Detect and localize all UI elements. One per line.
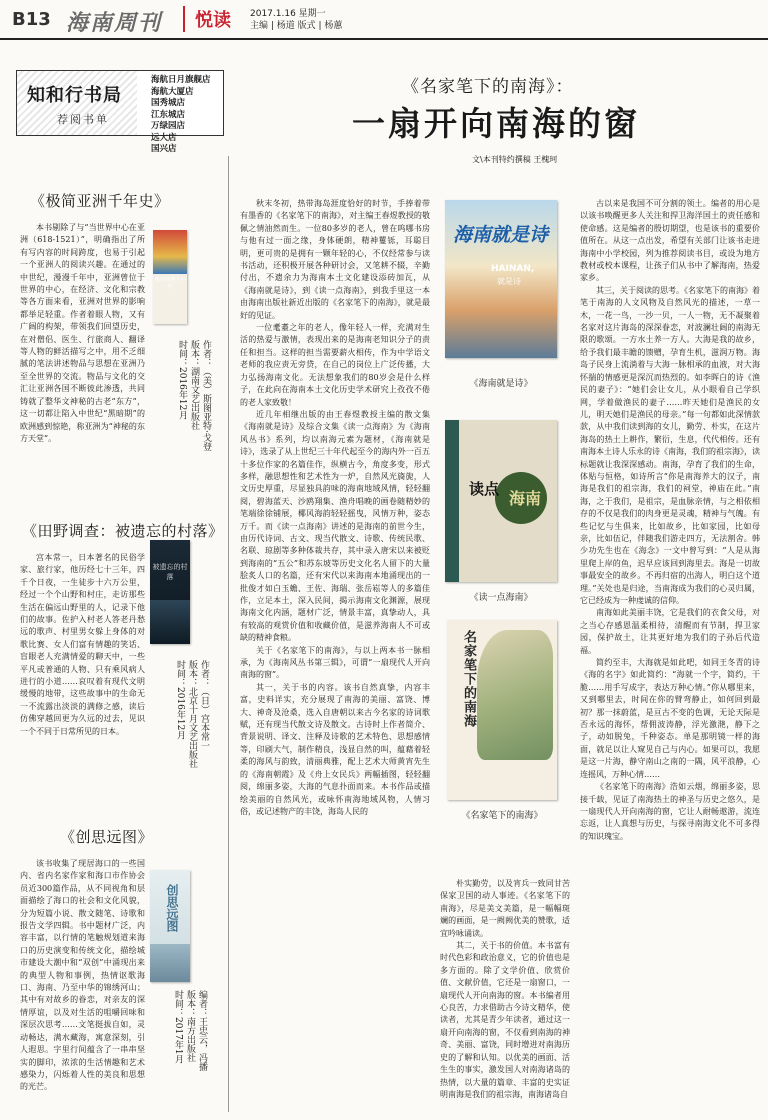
book-title: 《田野调查：被遗忘的村落》 — [22, 522, 224, 540]
book-review-text: 本书剔除了与“当世界中心在亚洲（618-1521）”，明确指出了所有写内容的时间跨度，也易于引起一个亚洲人的阅读兴趣。在通过的中世纪，漫漫千年中，亚洲曾位于世界的中心，在经济、文化和宗教等各方面来看，亚洲对世界的影响都举足轻重。作者着眼人物，又有广阔的构架，带领我们回望历史，在对僧侣、医生、行旅商人、翻译等人物的鲜活描写之中，用不乏细腻的笔法讲述物品与思想在亚洲乃至全世界的交流。物品与文化的交汇让亚洲各国不断彼此渗透，共同铸就了整华文神秘的古老“东方”，这一切都让陷入中世纪“黑暗期”的欧洲感到惊艳，称亚洲为“神秘的东方天堂”。 — [20, 223, 145, 443]
book-author: 编者：王忠云，冯播 — [197, 990, 207, 1071]
store-item: 国秀城店 — [151, 98, 186, 108]
image-caption: 《海南就是诗》 — [469, 379, 533, 389]
book-meta — [172, 990, 208, 1110]
store-item: 海航大厦店 — [151, 86, 194, 97]
article-title: 一扇开向南海的窗 — [352, 104, 640, 143]
bookstore-subtitle: 荐阅书单 — [57, 113, 109, 126]
book-cover-image: 名家笔下的南海 — [447, 620, 557, 800]
article-pre-title: 《名家笔下的南海》： — [402, 77, 574, 97]
article-column-2 — [440, 878, 570, 1112]
book-publisher: 版本：湖南文艺出版社 — [189, 340, 199, 430]
image-caption: 《名家笔下的南海》 — [461, 811, 543, 821]
publication-logo: 海南周刊 — [66, 10, 163, 36]
book-review-text: 宫本常一，日本著名的民俗学家、旅行家，他历经七十三年，四千个日夜，一生徒步十六万公里，经过一个个山野和村庄，走访那些生活在偏远山野里的人，记录下他们的故事。佐护入村老人答老丹愁远的歌声、村里男女躲上身体的对歌比赛、女人们富有情趣的笑话、盲眼老人充满情爱的聊天中，一些平凡或普通的人物、只有乘风病人进行的小道……哀叹着有现代文明缓慢的地带，这些故事中的生命无一不流露出淡淡的满修之感，读后仿佛穿越回更为久远的过去，见识一个不同于日常所见的日本。 — [20, 553, 145, 736]
article-paragraph: 《名家笔下的南海》浩如云烟，绵丽多姿，思接千载，见证了南海热土的神圣与历史之悠久，是一扇现代人开向南海的窗，它让人耐畅遨游，流连忘返，让人真想与历史，与探寻南海文化不可多得的知识瑰宝。 — [580, 782, 760, 841]
page-header — [0, 0, 768, 40]
page-number: B13 — [12, 9, 51, 30]
book-date: 时间：2017年1月 — [173, 990, 183, 1064]
article-paragraph: 其三，关于阅读的思考。《名家笔下的南海》着笔于南海的人文风物及自然风光的描述，一草一木，一花一鸟，一沙一贝，一人一物，无不凝聚着名家对这片海岛的深深眷恋，对波澜壮阔的南海无限的歌颂。一方水土养一方人。大海是我的故乡，给予我们最丰瞻的馈赠，孕育生机，滋润万物。海岛子民身上流淌着与大海一脉相承的血液，对大海怀揣的情感更是深沉而热烈的。如李晖白的诗《渔民的妻子》：“她们会让女儿，从小眼看自己学织网，学着做渔民的妻子……昨天她们是渔民的女儿，明天她们是渔民的母亲。”每一句都如此深情款款，从中我们读到海的女儿，勤劳、朴实，在这片海岛的热土上耕作，繁衍，生息，代代相传。还有南海本土诗人乐永的诗《南海，我们的祖宗海》，读标题就让我深深感动。南海，孕育了我们的生命，体贴与恒格，如诗所言“你是南海养大的汉子，南海是我们的祖宗海，我们的祠堂，神庙在此。”南海，之于我们，是祖宗，是血脉亲情，与之相依相存的不仅是我们的肉身更是灵魂，精神与气魄。有些记忆与生俱来，比如故乡，比如家园，比如母亲，比如伍记，伴随我们游走四方，无法割舍。韩少功先生也在《海念》一文中曾写到：“人是从海里爬上岸的鱼，迟早应该回到海里去。海是一切故事最安全的故乡。不再归宿的出海人，明白这个道理。”关处也是归途，当南海成为我们的心灵归属，它已经成为一种虔诚的信仰。 — [580, 285, 760, 605]
store-item: 国兴店 — [151, 144, 177, 154]
article-paragraph: 关于《名家笔下的南海》，与以上两本书一脉相承，为《海南风丛书第三辑》，可谓“一扇现代人开向南海的窗”。 — [240, 645, 430, 680]
book-meta — [176, 340, 212, 490]
article-column-1 — [240, 198, 430, 1112]
issue-meta — [250, 8, 342, 32]
store-item: 海航日月旗舰店 — [151, 75, 211, 85]
article-paragraph: 古以来是我国不可分割的领土。编者的用心是以该书唤醒更多人关注和捍卫海洋国土的责任感和使命感。这是编者的殷切期望，也是该书的重要价值所在。从这一点出发，希望有关部门让该书走进海南中小学校园，列为推荐阅读书目，或设为地方教材或校本课程，让孩子们从书中了解海南，热爱家乡。 — [580, 199, 760, 283]
book-author: 作者：（日）宫本常一 — [199, 660, 209, 750]
article-paragraph: 近几年相继出版的由王春煜教授主编的散文集《海南就是诗》及综合文集《读一点海南》为《海南风丛书》系列，均以南海元素为题材，《海南就是诗》，选录了从上世纪三十年代起至今的海内外一百五十多位作家的名篇佳作，纵横古今，角度多变，形式多样，融思想性和艺术性为一炉，自然风光旖旎，人文历史厚重，尽显独具韵味的海南地域风情，轻轻翻阅，碧海蓝天、沙鸥翔集、渔舟唱晚的画卷随精妙的笔端徐徐铺展，椰风海韵轻轻摇曳，风情万种，姿态万千。而《读一点海南》讲述的是海南的前世今生，由历代诗词、古文、现当代散文、诗歌、传统民歌、名联、琼剧等多种体裁共存，其中录入唐宋以来被贬到海南的“五公”和苏东坡等历史文化名人留下的大量脍炙人口的名篇，还有宋代以来海南本地涌现出的一批俊才如白玉蟾、王佐、海瑞、张岳崧等人的多篇佳作，立足本土，深入民间，揭示海南文化渊源，展现海南文化内涵，题材广泛，情景丰富，真挚动人，具有较高的观赏价值和收藏价值，是滋养海南人不可或缺的精神食粮。 — [240, 409, 430, 643]
bookstore-box — [16, 70, 224, 154]
store-item: 万绿园店 — [151, 121, 186, 131]
book-date: 时间：2016年12月 — [175, 660, 185, 740]
article-paragraph: 一位耄耋之年的老人，像年轻人一样，充满对生活的热爱与激情，表现出来的是海南老知识分子的责任和担当。这样的担当需要薪火相传，作为中学语文老师的我应责无旁贷，在自己的岗位上广泛传播，大力弘扬海南文化。无法想象我们的80岁会是什么样子，在此向在海南本土文化历史学术研究上孜孜不倦的老人家致敬！ — [240, 323, 430, 407]
article-paragraph: 其一，关于书的内容。该书自然真挚，内容丰富，史料详实，充分展现了南海的美丽、富饶、博大、神奇及沧桑，选入自唐朝以来古今名家的诗词歌赋，还有现当代散文诗及散文。古诗时上作者简介、背景说明、译文、注释及诗歌的艺术特色、思想感情等，印刷大气，制作精良，浅显自然的叫，蕴藉着轻柔的海风与韵致，清丽典雅，配上艺术大师黄宵先生的《海南朝霞》及《舟上女民兵》两幅插图，轻轻翻阅，绵丽多姿，大海的气息扑面而来。本书作品或描绘美丽的自然风光，或咏怀南海地域风物，人情习俗，或记述物产的丰饶，海岛人民的 — [240, 682, 430, 816]
store-item: 江东城店 — [151, 109, 186, 120]
book-cover-image: 极简亚洲千年史 — [153, 230, 187, 324]
article-paragraph: 其二，关于书的价值。本书富有时代色彩和政治意义，它的价值也是多方面的。除了文学价值、欣赏价值、文献价值，它还是一扇窗口，一扇现代人开向南海的窗。本书编者用心良苦，力求借助古今诗文精华，使读者，尤其是青少年读者，通过这一扇开向南海的窗，不仅看到南海的神奇、美丽、富饶，同时增进对南海历史的了解和认知。以优美的画面、活生生的事实，激发国人对南海诸岛的热情，以大量的篇章、丰富的史实证明南海是我们的祖宗海，南海诸岛自 — [440, 941, 570, 1099]
book-publisher: 版本：南方出版社 — [185, 990, 195, 1062]
issue-credits: 主编 | 杨道 版式 | 杨蕙 — [250, 21, 343, 31]
book-cover-image: 海南就是诗 HAINAN, 就是诗 — [445, 200, 557, 358]
book-date: 时间：2016年12月 — [177, 340, 187, 420]
bookstore-store-list — [151, 75, 211, 156]
book-title: 《极简亚洲千年史》 — [30, 192, 170, 210]
bookstore-name: 知和行书局 — [27, 85, 122, 106]
article-paragraph: 朴实勤劳，以及宵兵一致同甘苦保家卫国的动人事迹。《名家笔下的南海》，尽是美文美篇，是一幅幅斑斓的画面，是一阙阙优美的赞歌，适宜吟咏诵读。 — [440, 879, 570, 938]
book-title: 《创思远图》 — [60, 828, 154, 846]
article-column-3 — [580, 198, 760, 1112]
book-review-text: 该书收集了现居海口的一些国内、省内名家作家和海口市作协会员近300篇作品，从不同视角和层面描绘了海口的社会和文化风貌，分为短篇小说、散文随笔、诗歌和报告文学四辑。书中题材广泛，内容丰富，以行情的笔触规划道来海口的历史演变和传统文化，描绘城市建设大潮中和“双创”中涌现出来的典型人物和事例，热情讴歌海口、海南、乃至中华的锦绣河山；其中有对故乡的眷恋，对亲友的深情厚谊，以及对生活的咀嚼回味和深层次思考……文笔挺拔自如，灵动畅达，满水藏海，寓意深刻，引人遐思。字里行间蕴含了一串串坚实的脚印，浓浓的生活情趣和艺术感染力，闪烁着人性的美良和思想的光芒。 — [20, 859, 145, 1092]
article-paragraph: 秋末冬初，热带海岛涯度恰好的时节，手捧着带有墨香的《名家笔下的南海》，对主编王春煜教授的敬佩之情油然而生。一位80多岁的老人，曾在呜哪书房与他有过一面之缘，身体硬朗，精神矍铄，耳聪目明，更可贵的是拥有一颗年轻的心，不仅经常参与读书活动，还积极开展各种研讨会，又笔耕不辍，辛勤付出，不遗余力为海南本土文化建设添砖加瓦，从《海南就是诗》，到《读一点海南》，到我手里这一本由海南出版社新近出版的《名家笔下的南海》，就是最好的见证。 — [240, 199, 430, 320]
store-item: 远大店 — [151, 132, 177, 143]
book-publisher: 版本：北京十月文艺出版社 — [187, 660, 197, 768]
article-byline: 文\本刊特约撰稿 王槐珂 — [472, 155, 558, 164]
article-paragraph: 简约至丰，大海就是如此吧，如同王冬青的诗《海的名字》如此简约：“海就一个字，简约，干脆……用手写成字，表达万种心情。”你从哪里来，又到哪里去，时间在你的臂弯静止，如何回到最初？那一抹蔚蓝，是亘古不变的色调，无论天际是否永远的海怀，帮佣波涛静，浮光激滟，静下之子，动如脱兔，千种姿态。单是那明镜一样的海面，就足以让人窥见自己与内心。如果可以，我愿是这一片海，静守南山之南的一隅，风平浪静，心连摇风，万种心情…… — [580, 658, 760, 779]
book-cover-image: 读点 海南 — [445, 420, 557, 582]
issue-date: 2017.1.16 星期一 — [250, 9, 326, 19]
book-author: 作者：（美）斯图亚特·戈登 — [201, 340, 211, 451]
column-divider — [228, 156, 229, 1112]
article-paragraph: 南海如此美丽丰饶，它是我们的衣食父母，对之当心存感恩温柔相待，清醒而有节制，捍卫家园，保护故土，让其更好地为我们的子孙后代造福。 — [580, 608, 760, 655]
book-cover-image: 创思远图 — [150, 870, 190, 982]
section-label: 悦读 — [183, 6, 231, 32]
book-cover-image: 被遗忘的村落 — [150, 540, 190, 644]
book-meta — [174, 660, 210, 800]
image-caption: 《读一点海南》 — [469, 593, 533, 603]
